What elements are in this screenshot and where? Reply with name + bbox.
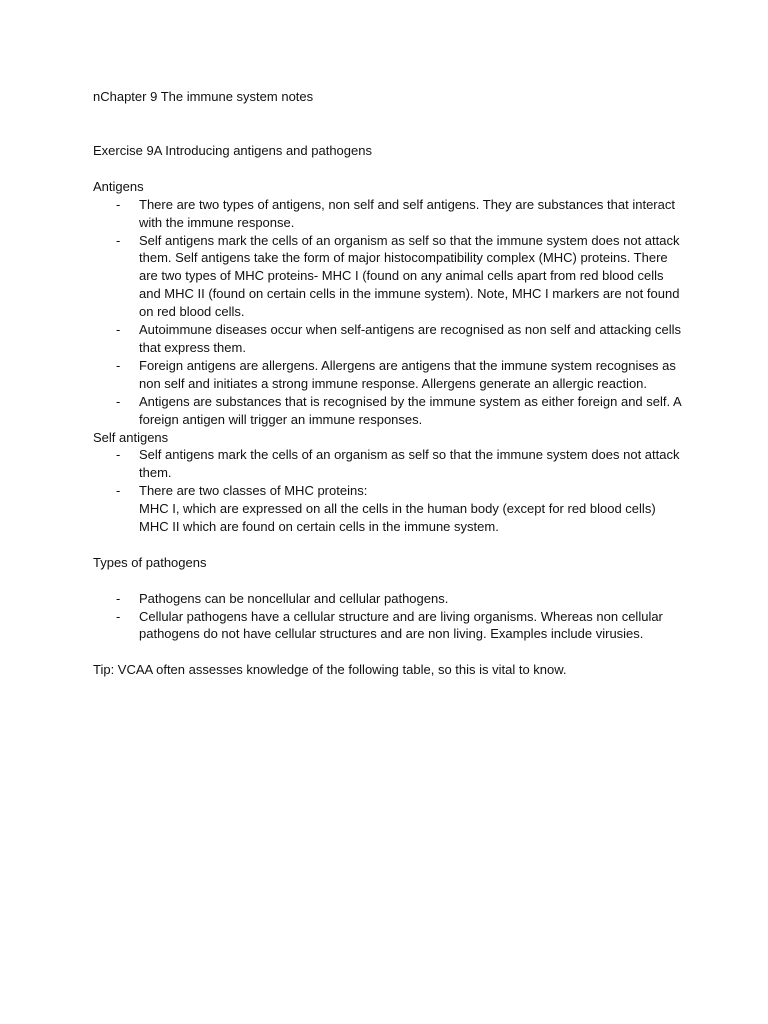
list-item-text: Antigens are substances that is recognised by the immune system as either foreign and self. A foreign antigen will trigger an immune responses. bbox=[139, 393, 681, 427]
spacer bbox=[93, 572, 683, 590]
list-item bbox=[93, 232, 683, 322]
dash-bullet: - bbox=[116, 232, 121, 248]
dash-bullet: - bbox=[116, 196, 121, 212]
spacer bbox=[93, 643, 683, 661]
list-item bbox=[93, 590, 683, 608]
list-item bbox=[93, 608, 683, 644]
self-antigens-heading: Self antigens bbox=[93, 429, 169, 445]
dash-bullet: - bbox=[116, 483, 121, 499]
list-item-text: Cellular pathogens have a cellular structure and are living organisms. Whereas non cellular pathogens do not have cellular structures and are non living. Examples include virusies. bbox=[139, 608, 663, 642]
list-item-text: Pathogens can be noncellular and cellular pathogens. bbox=[139, 590, 449, 606]
mhc-class-two: MHC II which are found on certain cells in the immune system. bbox=[139, 519, 499, 535]
list-item-text: Self antigens mark the cells of an organism as self so that the immune system does not attack them. Self antigens take the form of major histocompatibility complex (MHC) proteins. There are two types of MHC proteins- MHC I (found on any animal cells apart from red blood cells and MHC II (found on certain cells in the immune system). Note, MHC I markers are not found on red blood cells. bbox=[139, 232, 680, 320]
dash-bullet: - bbox=[116, 590, 121, 606]
list-item bbox=[93, 446, 683, 482]
tip-text: Tip: VCAA often assesses knowledge of the following table, so this is vital to know. bbox=[93, 662, 567, 678]
antigens-list bbox=[93, 196, 683, 429]
pathogens-heading: Types of pathogens bbox=[93, 554, 207, 570]
list-item bbox=[93, 482, 683, 536]
spacer bbox=[93, 536, 683, 554]
list-item-text: Foreign antigens are allergens. Allergens are antigens that the immune system recognises as non self and initiates a strong immune response. Allergens generate an allergic reaction. bbox=[139, 357, 676, 391]
mhc-class-one: MHC I, which are expressed on all the cells in the human body (except for red blood cells) bbox=[139, 501, 656, 517]
mhc-classes-intro: There are two classes of MHC proteins: bbox=[139, 483, 368, 499]
list-item-text: Autoimmune diseases occur when self-antigens are recognised as non self and attacking cells that express them. bbox=[139, 322, 681, 355]
dash-bullet: - bbox=[116, 322, 121, 338]
dash-bullet: - bbox=[116, 357, 121, 373]
list-item-text: Self antigens mark the cells of an organism as self so that the immune system does not attack them. bbox=[139, 447, 680, 481]
document-content bbox=[93, 88, 683, 679]
dash-bullet: - bbox=[116, 447, 121, 463]
exercise-heading: Exercise 9A Introducing antigens and pathogens bbox=[93, 142, 372, 158]
list-item bbox=[93, 196, 683, 232]
antigens-heading: Antigens bbox=[93, 178, 144, 194]
list-item-text: There are two types of antigens, non self and self antigens. They are substances that interact with the immune response. bbox=[139, 196, 675, 230]
list-item bbox=[93, 357, 683, 393]
dash-bullet: - bbox=[116, 393, 121, 409]
list-item bbox=[93, 393, 683, 429]
list-item bbox=[93, 321, 683, 357]
pathogens-list bbox=[93, 590, 683, 644]
dash-bullet: - bbox=[116, 608, 121, 624]
document-title: nChapter 9 The immune system notes bbox=[93, 89, 314, 104]
self-antigens-list bbox=[93, 446, 683, 536]
